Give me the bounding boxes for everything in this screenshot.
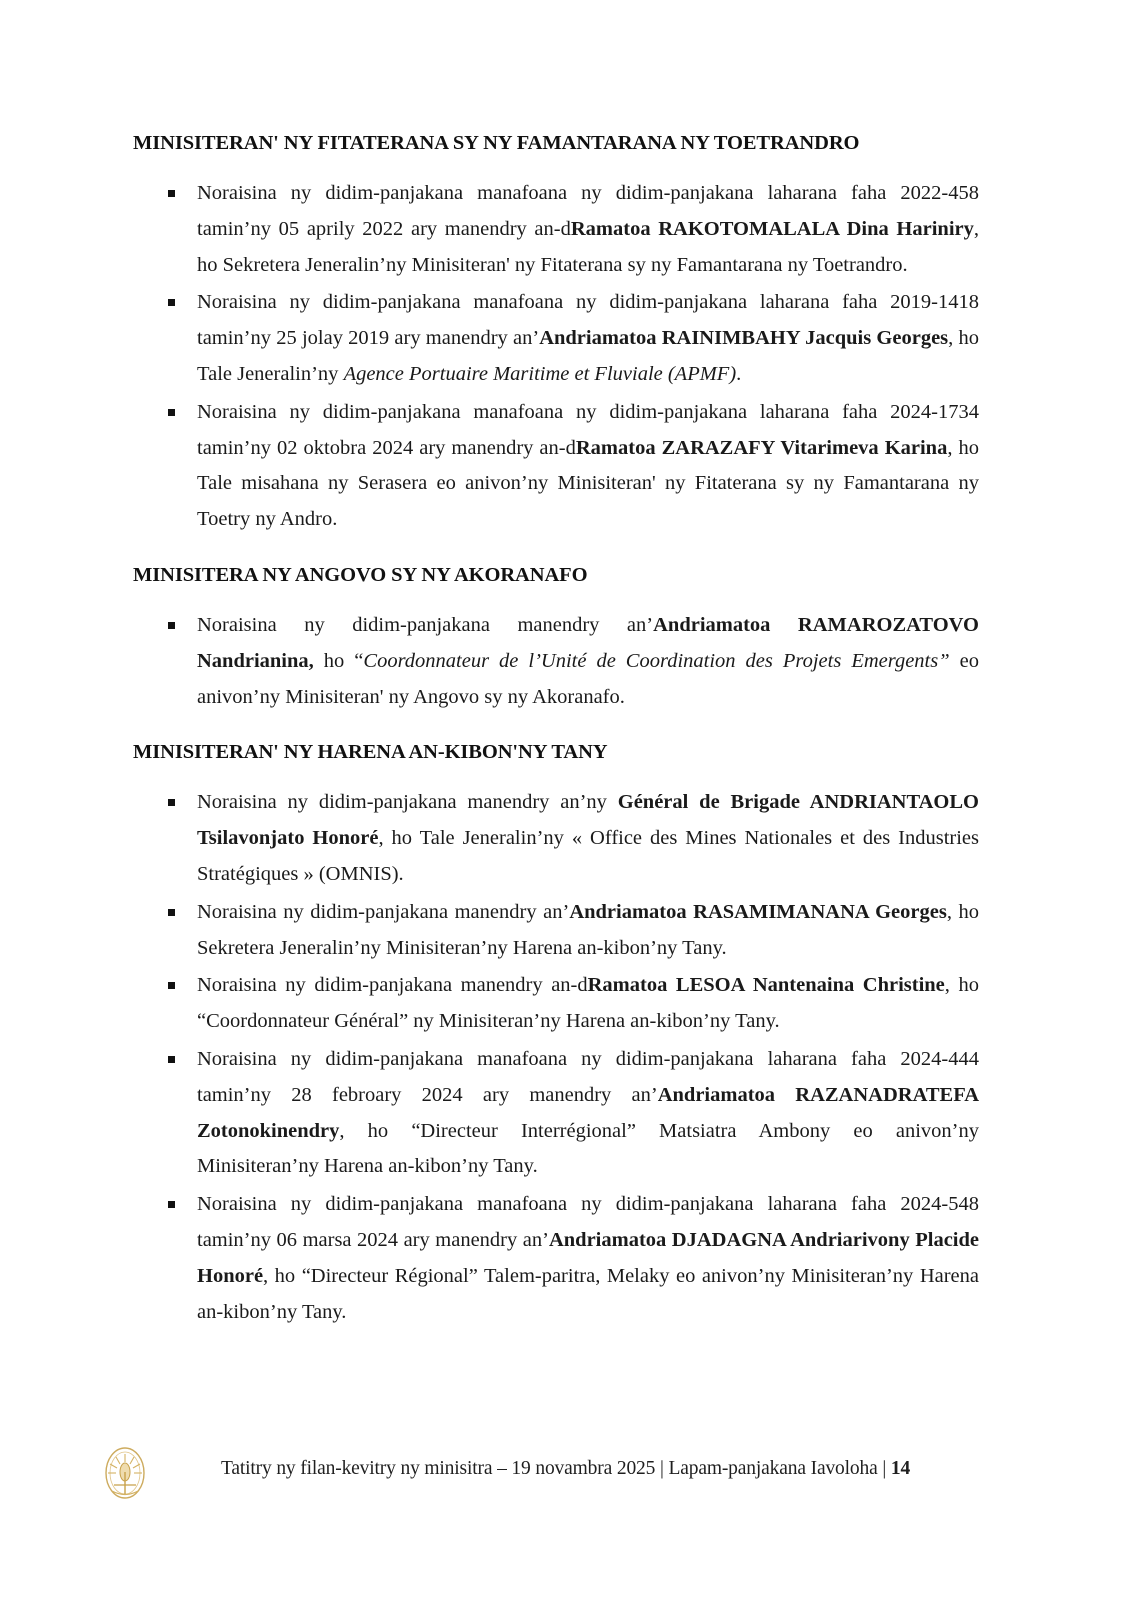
text-run-normal: Noraisina ny didim-panjakana manafoana ny didim-panjakana laharana faha 2024-1734 tamin’ny 02 oktobra 2024 ary manendry an-d: [197, 400, 979, 459]
text-run-bold: Andriamatoa DJADAGNA Andriarivony Placide Honoré: [197, 1228, 979, 1287]
text-run-normal: , ho Tale Jeneralin’ny: [197, 327, 980, 385]
text-run-normal: , ho Tale Jeneralin’ny « Office des Mines Nationales et des Industries Stratégiques » (OMNIS).: [197, 827, 979, 885]
list-item: [133, 1042, 979, 1185]
section-1: [133, 128, 979, 158]
list-item: [133, 395, 979, 538]
list-item: [133, 1187, 979, 1330]
text-run-bold: Andriamatoa RAINIMBAHY Jacquis Georges: [539, 327, 949, 350]
footer-label: Tatitry ny filan-kevitry ny minisitra – 19 novambra 2025 | Lapam-panjakana Iavoloha |: [220, 1458, 887, 1479]
text-run-bold: Ramatoa RAKOTOMALALA Dina Hariniry: [570, 217, 974, 240]
text-run-bold: Ramatoa LESOA Nantenaina Christine: [587, 974, 945, 997]
text-run-normal: , ho Sekretera Jeneralin’ny Minisiteran' ny Fitaterana sy ny Famantarana ny Toetrandro.: [197, 217, 979, 276]
section-heading: MINISITERA NY ANGOVO SY NY AKORANAFO: [133, 563, 588, 586]
text-run-normal: Noraisina ny didim-panjakana manafoana ny didim-panjakana laharana faha 2024-444 tamin’ny 28 febroary 2024 ary manendry an’: [197, 1047, 979, 1106]
text-run-normal: , ho “Coordonnateur Général” ny Minisiteran’ny Harena an-kibon’ny Tany.: [197, 974, 979, 1033]
text-run-normal: , ho Sekretera Jeneralin’ny Minisiteran’ny Harena an-kibon’ny Tany.: [197, 900, 980, 959]
text-run-bold: Andriamatoa RAZANADRATEFA Zotonokinendry: [197, 1083, 980, 1142]
list-item: [133, 968, 979, 1040]
section-2: [133, 560, 979, 590]
text-run-bold: Ramatoa ZARAZAFY Vitarimeva Karina: [575, 436, 948, 459]
bullet-list: [133, 785, 979, 1330]
section-heading: MINISITERAN' NY FITATERANA SY NY FAMANTARANA NY TOETRANDRO: [133, 132, 860, 154]
page-number: 14: [890, 1458, 911, 1479]
text-run-normal: , ho “Directeur Régional” Talem-paritra, Melaky eo anivon’ny Minisiteran’ny Harena an-kibon’ny Tany.: [197, 1264, 979, 1323]
document-body: [133, 128, 979, 1332]
text-run-normal: Noraisina ny didim-panjakana manendry an’: [197, 613, 654, 636]
text-run-normal: Noraisina ny didim-panjakana manendry an’: [197, 900, 570, 923]
list-item: [133, 176, 979, 283]
text-run-italic: Coordonnateur de l’Unité de Coordination des Projets Emergents”: [363, 649, 950, 672]
text-run-normal: Noraisina ny didim-panjakana manendry an’ny: [197, 791, 618, 814]
section-heading: MINISITERAN' NY HARENA AN-KIBON'NY TANY: [133, 741, 608, 764]
text-run-normal: Noraisina ny didim-panjakana manafoana ny didim-panjakana laharana faha 2024-548 tamin’ny 06 marsa 2024 ary manendry an’: [197, 1193, 979, 1251]
footer-caption: [0, 1455, 1131, 1483]
bullet-list: [133, 176, 979, 538]
text-run-normal: ho “: [313, 649, 364, 672]
text-run-bold: Général de Brigade ANDRIANTAOLO Tsilavonjato Honoré: [197, 791, 979, 850]
text-run-normal: , ho “Directeur Interrégional” Matsiatra Ambony eo anivon’ny Minisiteran’ny Harena an-kibon’ny Tany.: [197, 1119, 979, 1178]
text-run-normal: Noraisina ny didim-panjakana manafoana ny didim-panjakana laharana faha 2022-458 tamin’ny 05 aprily 2022 ary manendry an-d: [197, 182, 979, 240]
list-item: [133, 785, 979, 892]
text-run-normal: .: [736, 362, 742, 385]
list-item: [133, 895, 979, 967]
list-item: [133, 608, 979, 715]
text-run-bold: Andriamatoa RAMAROZATOVO Nandrianina,: [197, 613, 979, 672]
text-run-italic: Agence Portuaire Maritime et Fluviale (APMF): [343, 362, 737, 385]
list-item: [133, 285, 979, 392]
text-run-normal: Noraisina ny didim-panjakana manendry an-d: [197, 974, 588, 997]
page-footer: [0, 1443, 1131, 1503]
text-run-bold: Andriamatoa RASAMIMANANA Georges: [569, 900, 947, 923]
text-run-normal: eo anivon’ny Minisiteran' ny Angovo sy ny Akoranafo.: [197, 649, 979, 708]
text-run-normal: , ho Tale misahana ny Serasera eo anivon’ny Minisiteran' ny Fitaterana sy ny Famantarana ny Toetry ny Andro.: [197, 436, 979, 531]
bullet-list: [133, 608, 979, 715]
text-run-normal: Noraisina ny didim-panjakana manafoana ny didim-panjakana laharana faha 2019-1418 tamin’ny 25 jolay 2019 ary manendry an’: [197, 291, 979, 350]
section-3: [133, 737, 979, 767]
